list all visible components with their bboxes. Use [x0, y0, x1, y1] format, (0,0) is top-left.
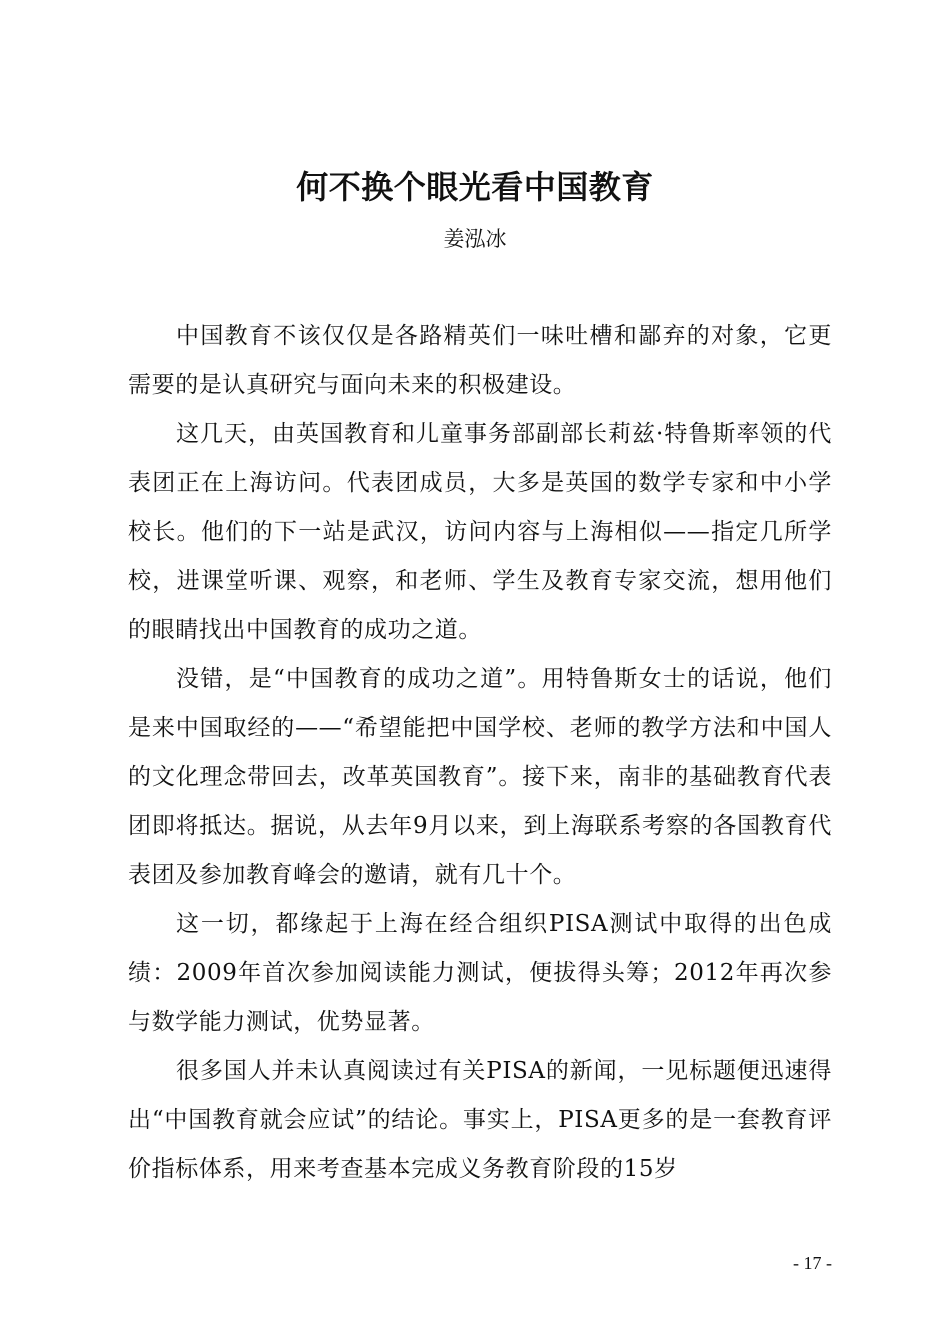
article-author: 姜泓冰: [443, 227, 507, 251]
article-body: [128, 312, 832, 1194]
article-title: 何不换个眼光看中国教育: [296, 168, 654, 206]
paragraph: 很多国人并未认真阅读过有关PISA的新闻，一见标题便迅速得出“中国教育就会应试”的结论。事实上，PISA更多的是一套教育评价指标体系，用来考查基本完成义务教育阶段的15岁: [128, 1058, 832, 1182]
paragraph: 这几天，由英国教育和儿童事务部副部长莉兹·特鲁斯率领的代表团正在上海访问。代表团成员，大多是英国的数学专家和中小学校长。他们的下一站是武汉，访问内容与上海相似——指定几所学校，进课堂听课、观察，和老师、学生及教育专家交流，想用他们的眼睛找出中国教育的成功之道。: [128, 421, 832, 643]
paragraph: 中国教育不该仅仅是各路精英们一味吐槽和鄙弃的对象，它更需要的是认真研究与面向未来的积极建设。: [128, 323, 832, 398]
paragraph: 没错，是“中国教育的成功之道”。用特鲁斯女士的话说，他们是来中国取经的——“希望能把中国学校、老师的教学方法和中国人的文化理念带回去，改革英国教育”。接下来，南非的基础教育代表团即将抵达。据说，从去年9月以来，到上海联系考察的各国教育代表团及参加教育峰会的邀请，就有几十个。: [128, 666, 832, 888]
page-number: - 17 -: [793, 1253, 832, 1273]
paragraph: 这一切，都缘起于上海在经合组织PISA测试中取得的出色成绩：2009年首次参加阅读能力测试，便拔得头筹；2012年再次参与数学能力测试，优势显著。: [128, 911, 832, 1035]
